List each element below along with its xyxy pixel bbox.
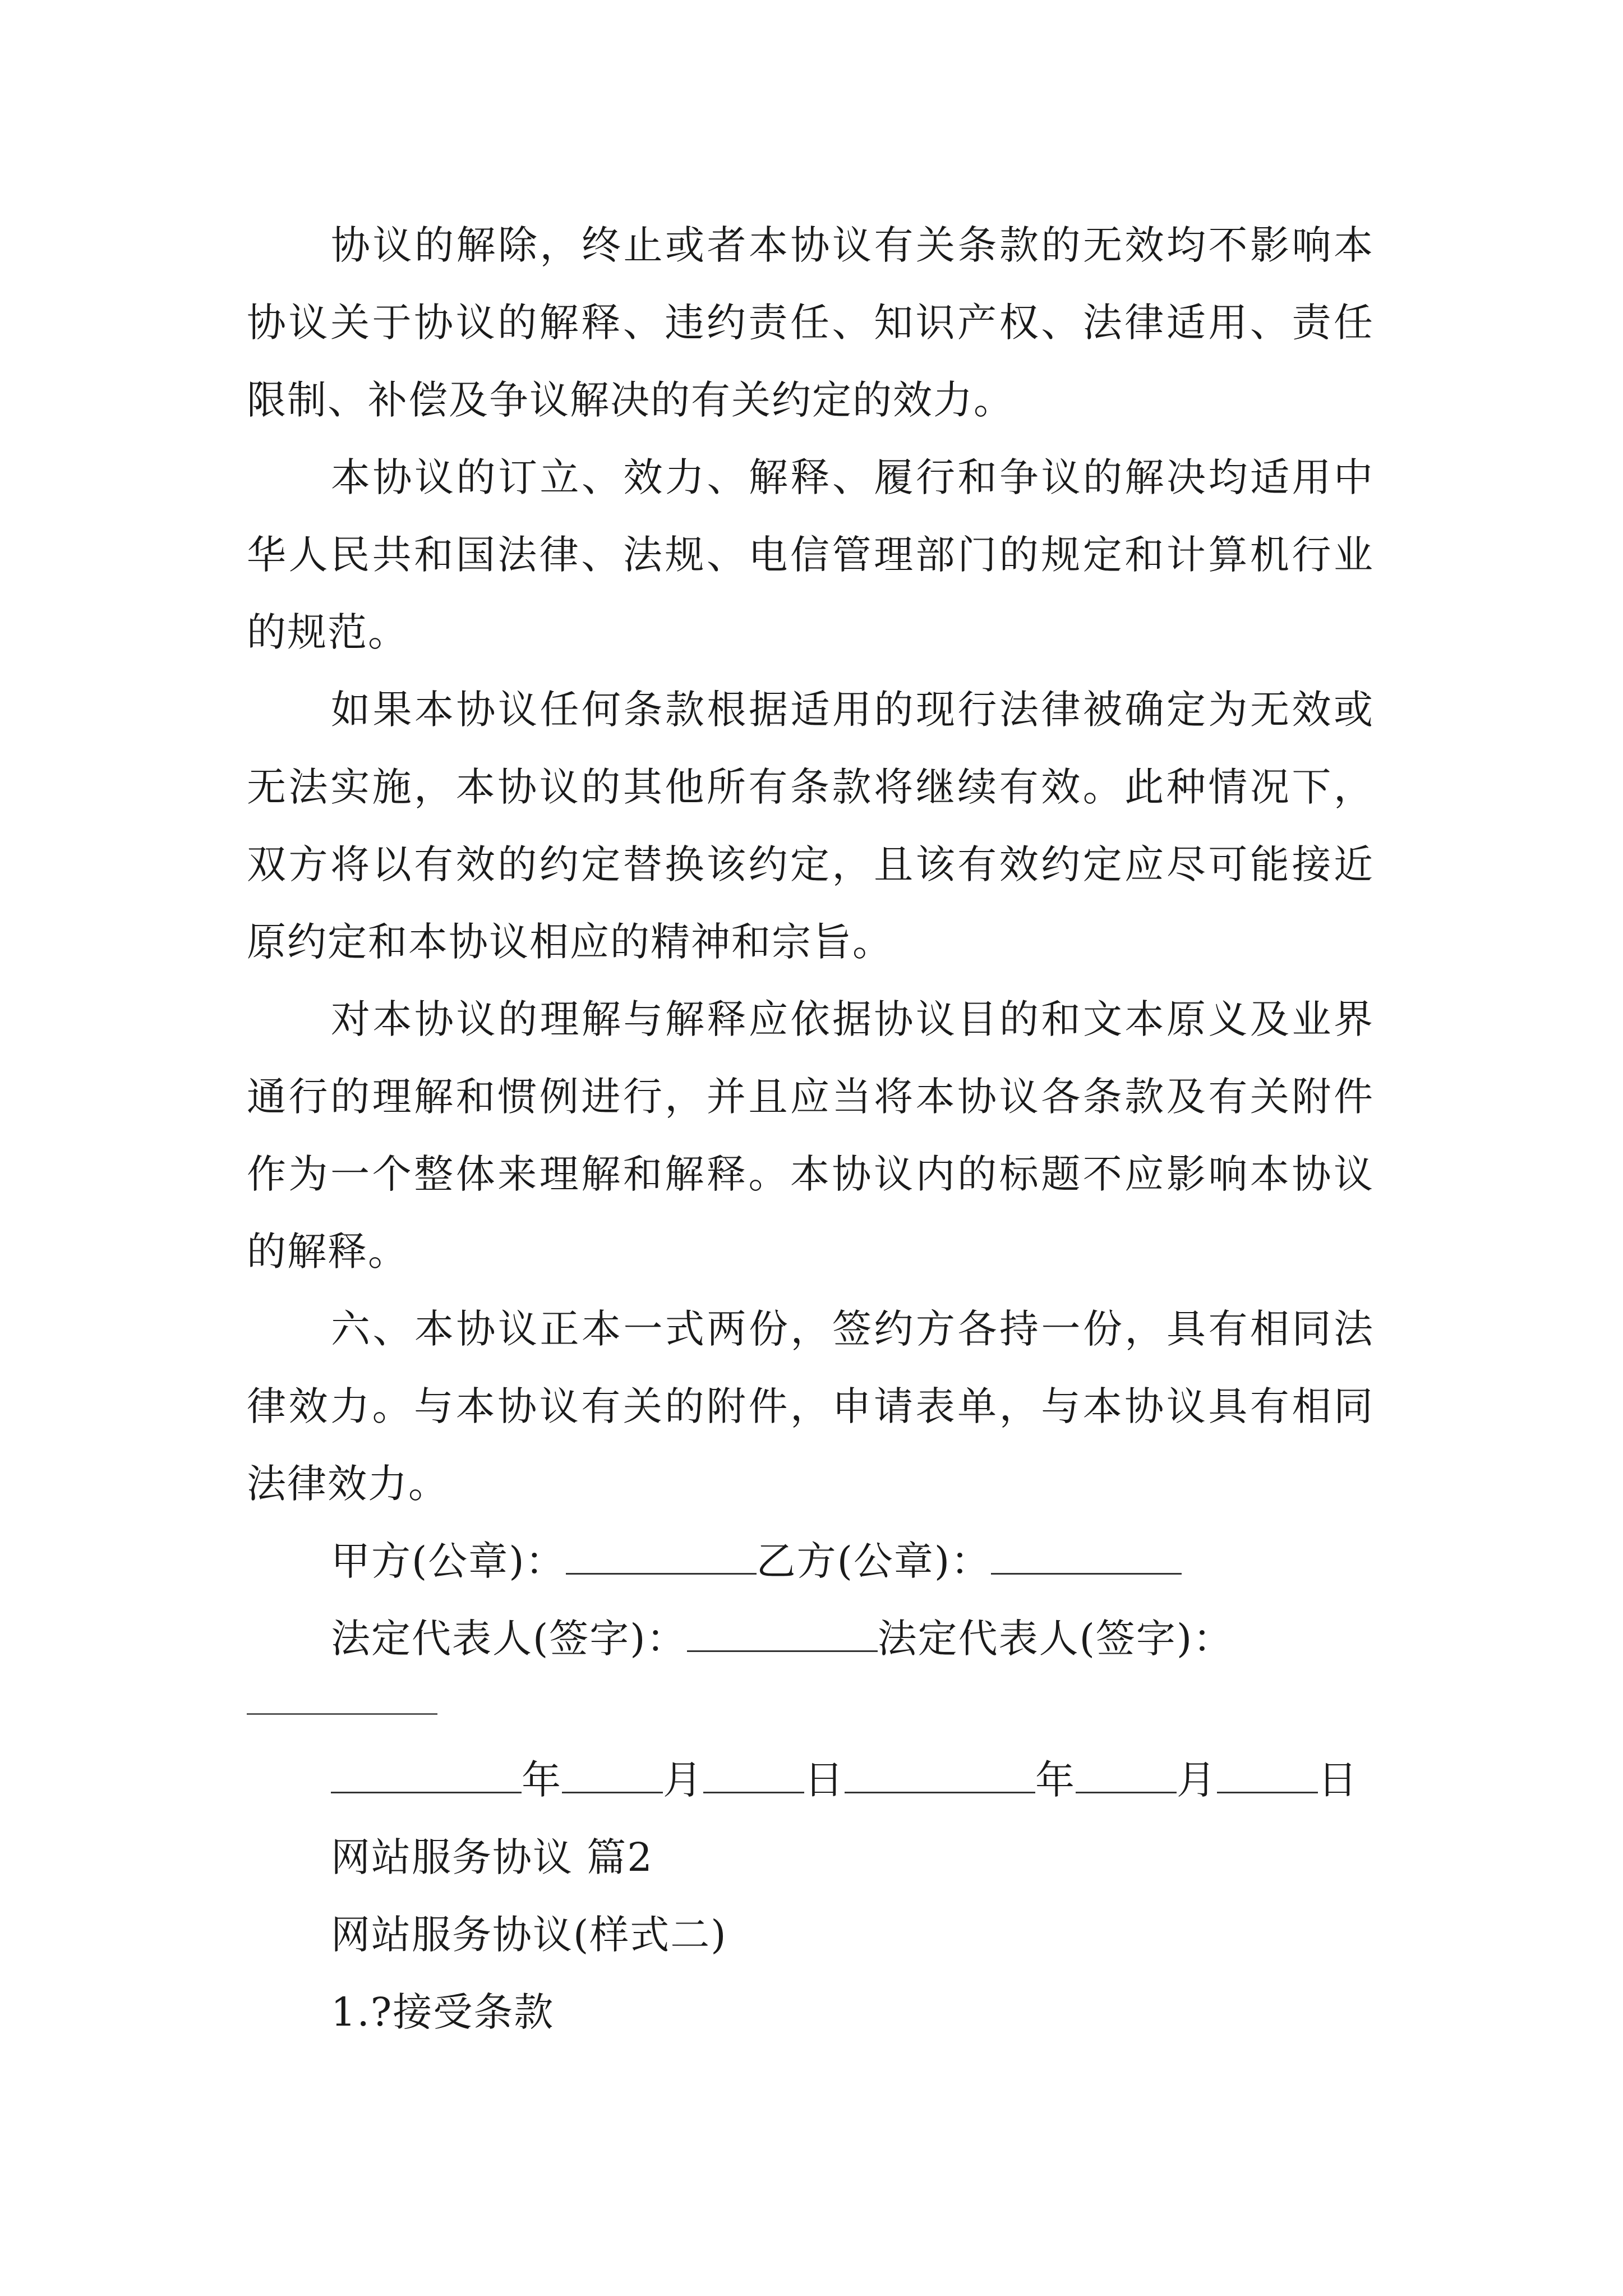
date-b-year-label: 年 [1035, 1757, 1076, 1803]
paragraph-interpretation: 对本协议的理解与解释应依据协议目的和文本原义及业界通行的理解和惯例进行，并且应当将本协议各条款及有关附件作为一个整体来理解和解释。本协议内的标题不应影响本协议的解释。 [247, 996, 1374, 1274]
date-b-month-label: 月 [1177, 1757, 1217, 1803]
paragraph-governing-law: 本协议的订立、效力、解释、履行和争议的解决均适用中华人民共和国法律、法规、电信管理部门的规定和计算机行业的规范。 [247, 454, 1374, 655]
party-a-seal-label: 甲方(公章)： [331, 1538, 566, 1584]
date-a-month-label: 月 [663, 1757, 703, 1803]
date-a-year-blank [331, 1758, 522, 1793]
date-a-day-blank [703, 1758, 804, 1793]
party-a-seal-blank [566, 1539, 757, 1575]
date-a-day-label: 日 [804, 1757, 845, 1803]
section-subtitle: 网站服务协议(样式二) [331, 1912, 727, 1958]
date-b-year-blank [845, 1758, 1035, 1793]
date-b-day-label: 日 [1318, 1757, 1358, 1803]
clause-item-1: 1.?接受条款 [331, 1989, 555, 2035]
party-b-seal-blank [991, 1539, 1182, 1575]
date-line [331, 1741, 1358, 1819]
date-a-year-label: 年 [522, 1757, 562, 1803]
party-b-rep-label: 法定代表人(签字)： [877, 1616, 1234, 1662]
paragraph-termination-effect: 协议的解除，终止或者本协议有关条款的无效均不影响本协议关于协议的解释、违约责任、知识产权、法律适用、责任限制、补偿及争议解决的有关约定的效力。 [247, 222, 1374, 423]
date-b-month-blank [1076, 1758, 1177, 1793]
party-b-rep-blank [247, 1713, 437, 1715]
party-a-rep-blank [687, 1617, 878, 1652]
date-a-month-blank [562, 1758, 663, 1793]
representative-line [331, 1600, 1233, 1677]
paragraph-counterparts: 六、本协议正本一式两份，签约方各持一份，具有相同法律效力。与本协议有关的附件，申请表单，与本协议具有相同法律效力。 [247, 1306, 1374, 1507]
section-heading: 网站服务协议 篇2 [331, 1834, 653, 1880]
paragraph-severability: 如果本协议任何条款根据适用的现行法律被确定为无效或无法实施，本协议的其他所有条款将继续有效。此种情况下，双方将以有效的约定替换该约定，且该有效约定应尽可能接近原约定和本协议相应的精神和宗旨。 [247, 687, 1374, 965]
date-b-day-blank [1217, 1758, 1318, 1793]
party-b-seal-label: 乙方(公章)： [756, 1538, 992, 1584]
party-a-rep-label: 法定代表人(签字)： [331, 1616, 687, 1662]
seal-line [331, 1522, 1182, 1600]
